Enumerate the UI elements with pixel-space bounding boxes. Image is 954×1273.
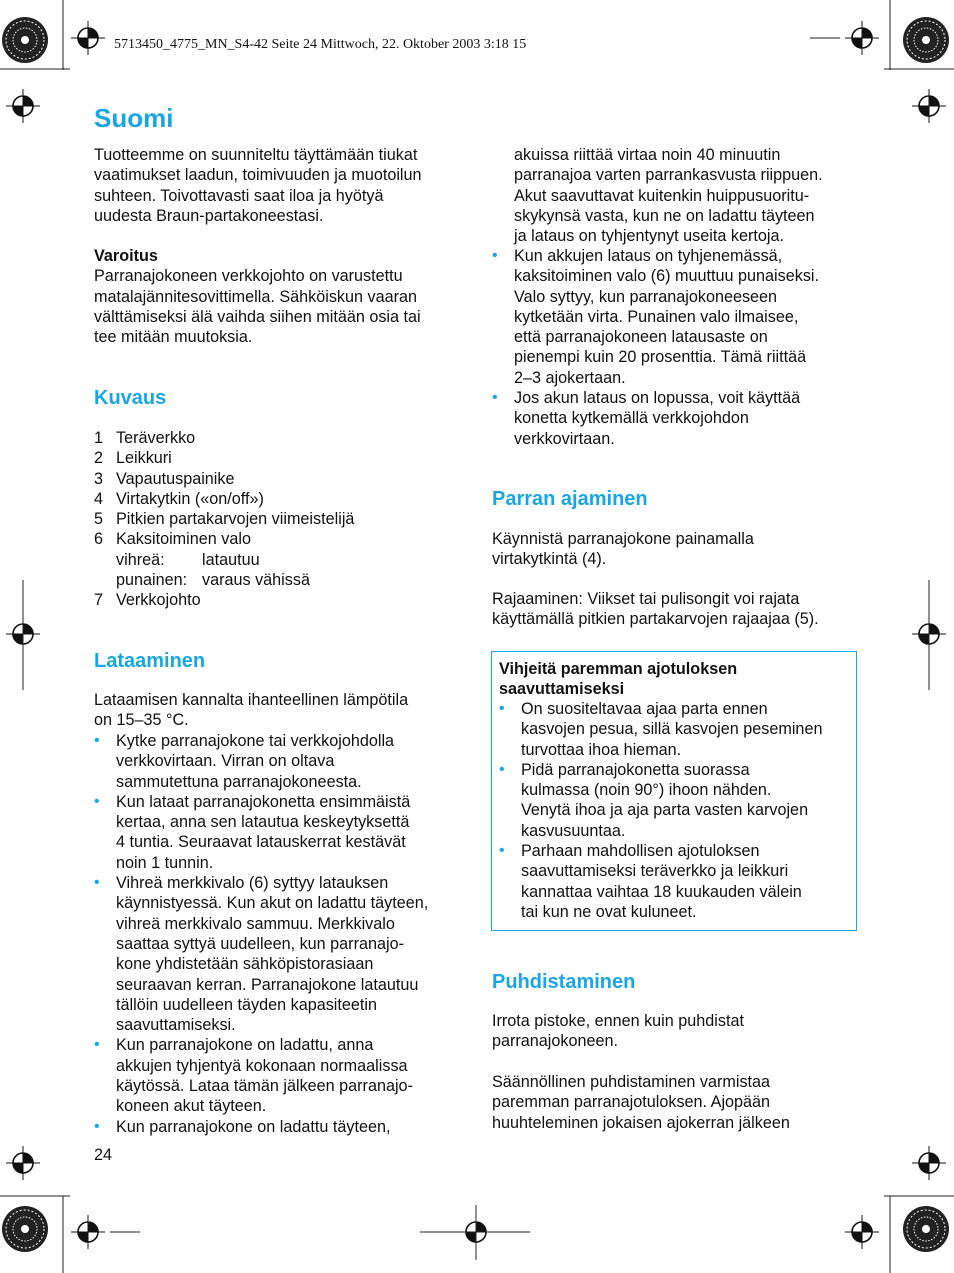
registration-mark-icon: [912, 617, 946, 651]
list-item: • Kun parranajokone on ladattu, anna akkujen tyhjentyä kokonaan normaalissa käytössä. Lataa tämän jälkeen parranajo- koneen akut täyteen.: [94, 1035, 464, 1116]
warning-title: Varoitus: [94, 247, 158, 265]
charging-list: [94, 731, 464, 1137]
tips-title: Vihjeitä paremman ajotuloksen saavuttamiseksi: [499, 660, 738, 699]
section-heading-parran-ajaminen: Parran ajaminen: [492, 488, 648, 510]
list-item: 5 Pitkien partakarvojen viimeistelijä: [94, 510, 355, 529]
registration-mark-icon: [71, 1215, 105, 1249]
list-item: • Kun lataat parranajokonetta ensimmäistä kertaa, anna sen latautua keskeytyksettä 4 tuntia. Seuraavat latauskerrat kestävät noin 1 tunnin.: [94, 792, 464, 873]
section-heading-puhdistaminen: Puhdistaminen: [492, 971, 636, 993]
registration-mark-icon: [6, 89, 40, 123]
registration-mark-icon: [912, 89, 946, 123]
charging-intro: Lataamisen kannalta ihanteellinen lämpötila on 15–35 °C.: [94, 691, 409, 730]
registration-mark-icon: [6, 1146, 40, 1180]
list-item: • Vihreä merkkivalo (6) syttyy latauksen käynnistyessä. Kun akut on ladattu täyteen, vihreä merkkivalo sammuu. Merkkivalo saattaa syttyä uudelleen, kun parranajo- kone yhdistetään sähköpistorasiaan seuraavan kerran. Parranajokone latautuu tällöin uudelleen täyden kapasiteetin saavuttamiseksi.: [94, 873, 464, 1035]
color-target-icon: [2, 1206, 48, 1252]
registration-mark-icon: [912, 1146, 946, 1180]
registration-mark-icon: [71, 21, 105, 55]
list-item: • Kun parranajokone on ladattu täyteen,: [94, 1117, 464, 1137]
trimming-paragraph: Rajaaminen: Viikset tai pulisongit voi rajata käyttämällä pitkien partakarvojen rajaajaa (5).: [492, 590, 819, 629]
registration-mark-icon: [459, 1215, 493, 1249]
list-item: 1 Teräverkko: [94, 429, 196, 447]
list-item: 4 Virtakytkin («on/off»): [94, 489, 264, 508]
list-item: • On suositeltavaa ajaa parta ennen kasvojen pesua, sillä kasvojen peseminen turvottaa ihoa hieman.: [499, 699, 853, 760]
print-header: 5713450_4775_MN_S4-42 Seite 24 Mittwoch, 22. Oktober 2003 3:18 15: [114, 37, 527, 52]
tips-list: [499, 699, 853, 922]
list-item: 6 Kaksitoiminen valo vihreä: latautuu punainen: varaus vähissä: [94, 530, 310, 590]
registration-mark-icon: [845, 1215, 879, 1249]
list-item: • Pidä parranajokonetta suorassa kulmassa (noin 90°) ihoon nähden. Venytä ihoa ja aja parta vasten karvojen kasvusuuntaa.: [499, 760, 853, 841]
registration-mark-icon: [845, 21, 879, 55]
charging-continuation: akuissa riittää virtaa noin 40 minuutin parranajoa varten parrankasvusta riippuen. Akut saavuttavat kuitenkin huippusuoritu- skykynsä vasta, kun ne on ladattu täyteen ja lataus on tyhjentynyt useita kertoja.: [514, 146, 823, 246]
list-item: 2 Leikkuri: [94, 449, 172, 468]
list-item: • Kytke parranajokone tai verkkojohdolla verkkovirtaan. Virran on oltava sammutettuna parranajokoneesta.: [94, 731, 464, 792]
page-title: Suomi: [94, 103, 174, 133]
color-target-icon: [903, 1206, 949, 1252]
battery-list: [492, 246, 862, 449]
list-item: • Parhaan mahdollisen ajotuloksen saavuttamiseksi teräverkko ja leikkuri kannattaa vaihtaa 18 kuukauden välein tai kun ne ovat kuluneet.: [499, 841, 853, 922]
cleaning-paragraph-1: Irrota pistoke, ennen kuin puhdistat parranajokoneen.: [492, 1012, 744, 1051]
section-heading-lataaminen: Lataaminen: [94, 650, 206, 672]
parts-list: [94, 428, 464, 611]
page-number: 24: [94, 1146, 113, 1164]
color-target-icon: [2, 17, 48, 63]
registration-mark-icon: [6, 617, 40, 651]
shaving-paragraph: Käynnistä parranajokone painamalla virtakytkintä (4).: [492, 530, 754, 569]
intro-paragraph: Tuotteemme on suunniteltu täyttämään tiukat vaatimukset laadun, toimivuuden ja muotoilun suhteen. Toivottavasti saat iloa ja hyötyä uudesta Braun-partakoneestasi.: [94, 146, 422, 225]
cleaning-paragraph-2: Säännöllinen puhdistaminen varmistaa paremman parranajotuloksen. Ajopään huuhteleminen jokaisen ajokerran jälkeen: [492, 1073, 790, 1132]
warning-block: Varoitus Parranajokoneen verkkojohto on varustettu matalajännitesovittimella. Sähköiskun vaaran välttämiseksi älä vaihda siihen mitään osia tai tee mitään muutoksia.: [94, 247, 421, 347]
list-item: 7 Verkkojohto: [94, 591, 201, 610]
list-item: • Jos akun lataus on lopussa, voit käyttää konetta kytkemällä verkkojohdon verkkovirtaan.: [492, 388, 862, 449]
section-heading-kuvaus: Kuvaus: [94, 387, 167, 409]
list-item: • Kun akkujen lataus on tyhjenemässä, kaksitoiminen valo (6) muuttuu punaiseksi. Valo syttyy, kun parranajokoneeseen kytketään virta. Punainen valo ilmaisee, että parranajokoneen latausaste on pienempi kuin 20 prosenttia. Tämä riittää 2–3 ajokertaan.: [492, 246, 862, 388]
list-item: 3 Vapautuspainike: [94, 469, 235, 488]
color-target-icon: [903, 17, 949, 63]
